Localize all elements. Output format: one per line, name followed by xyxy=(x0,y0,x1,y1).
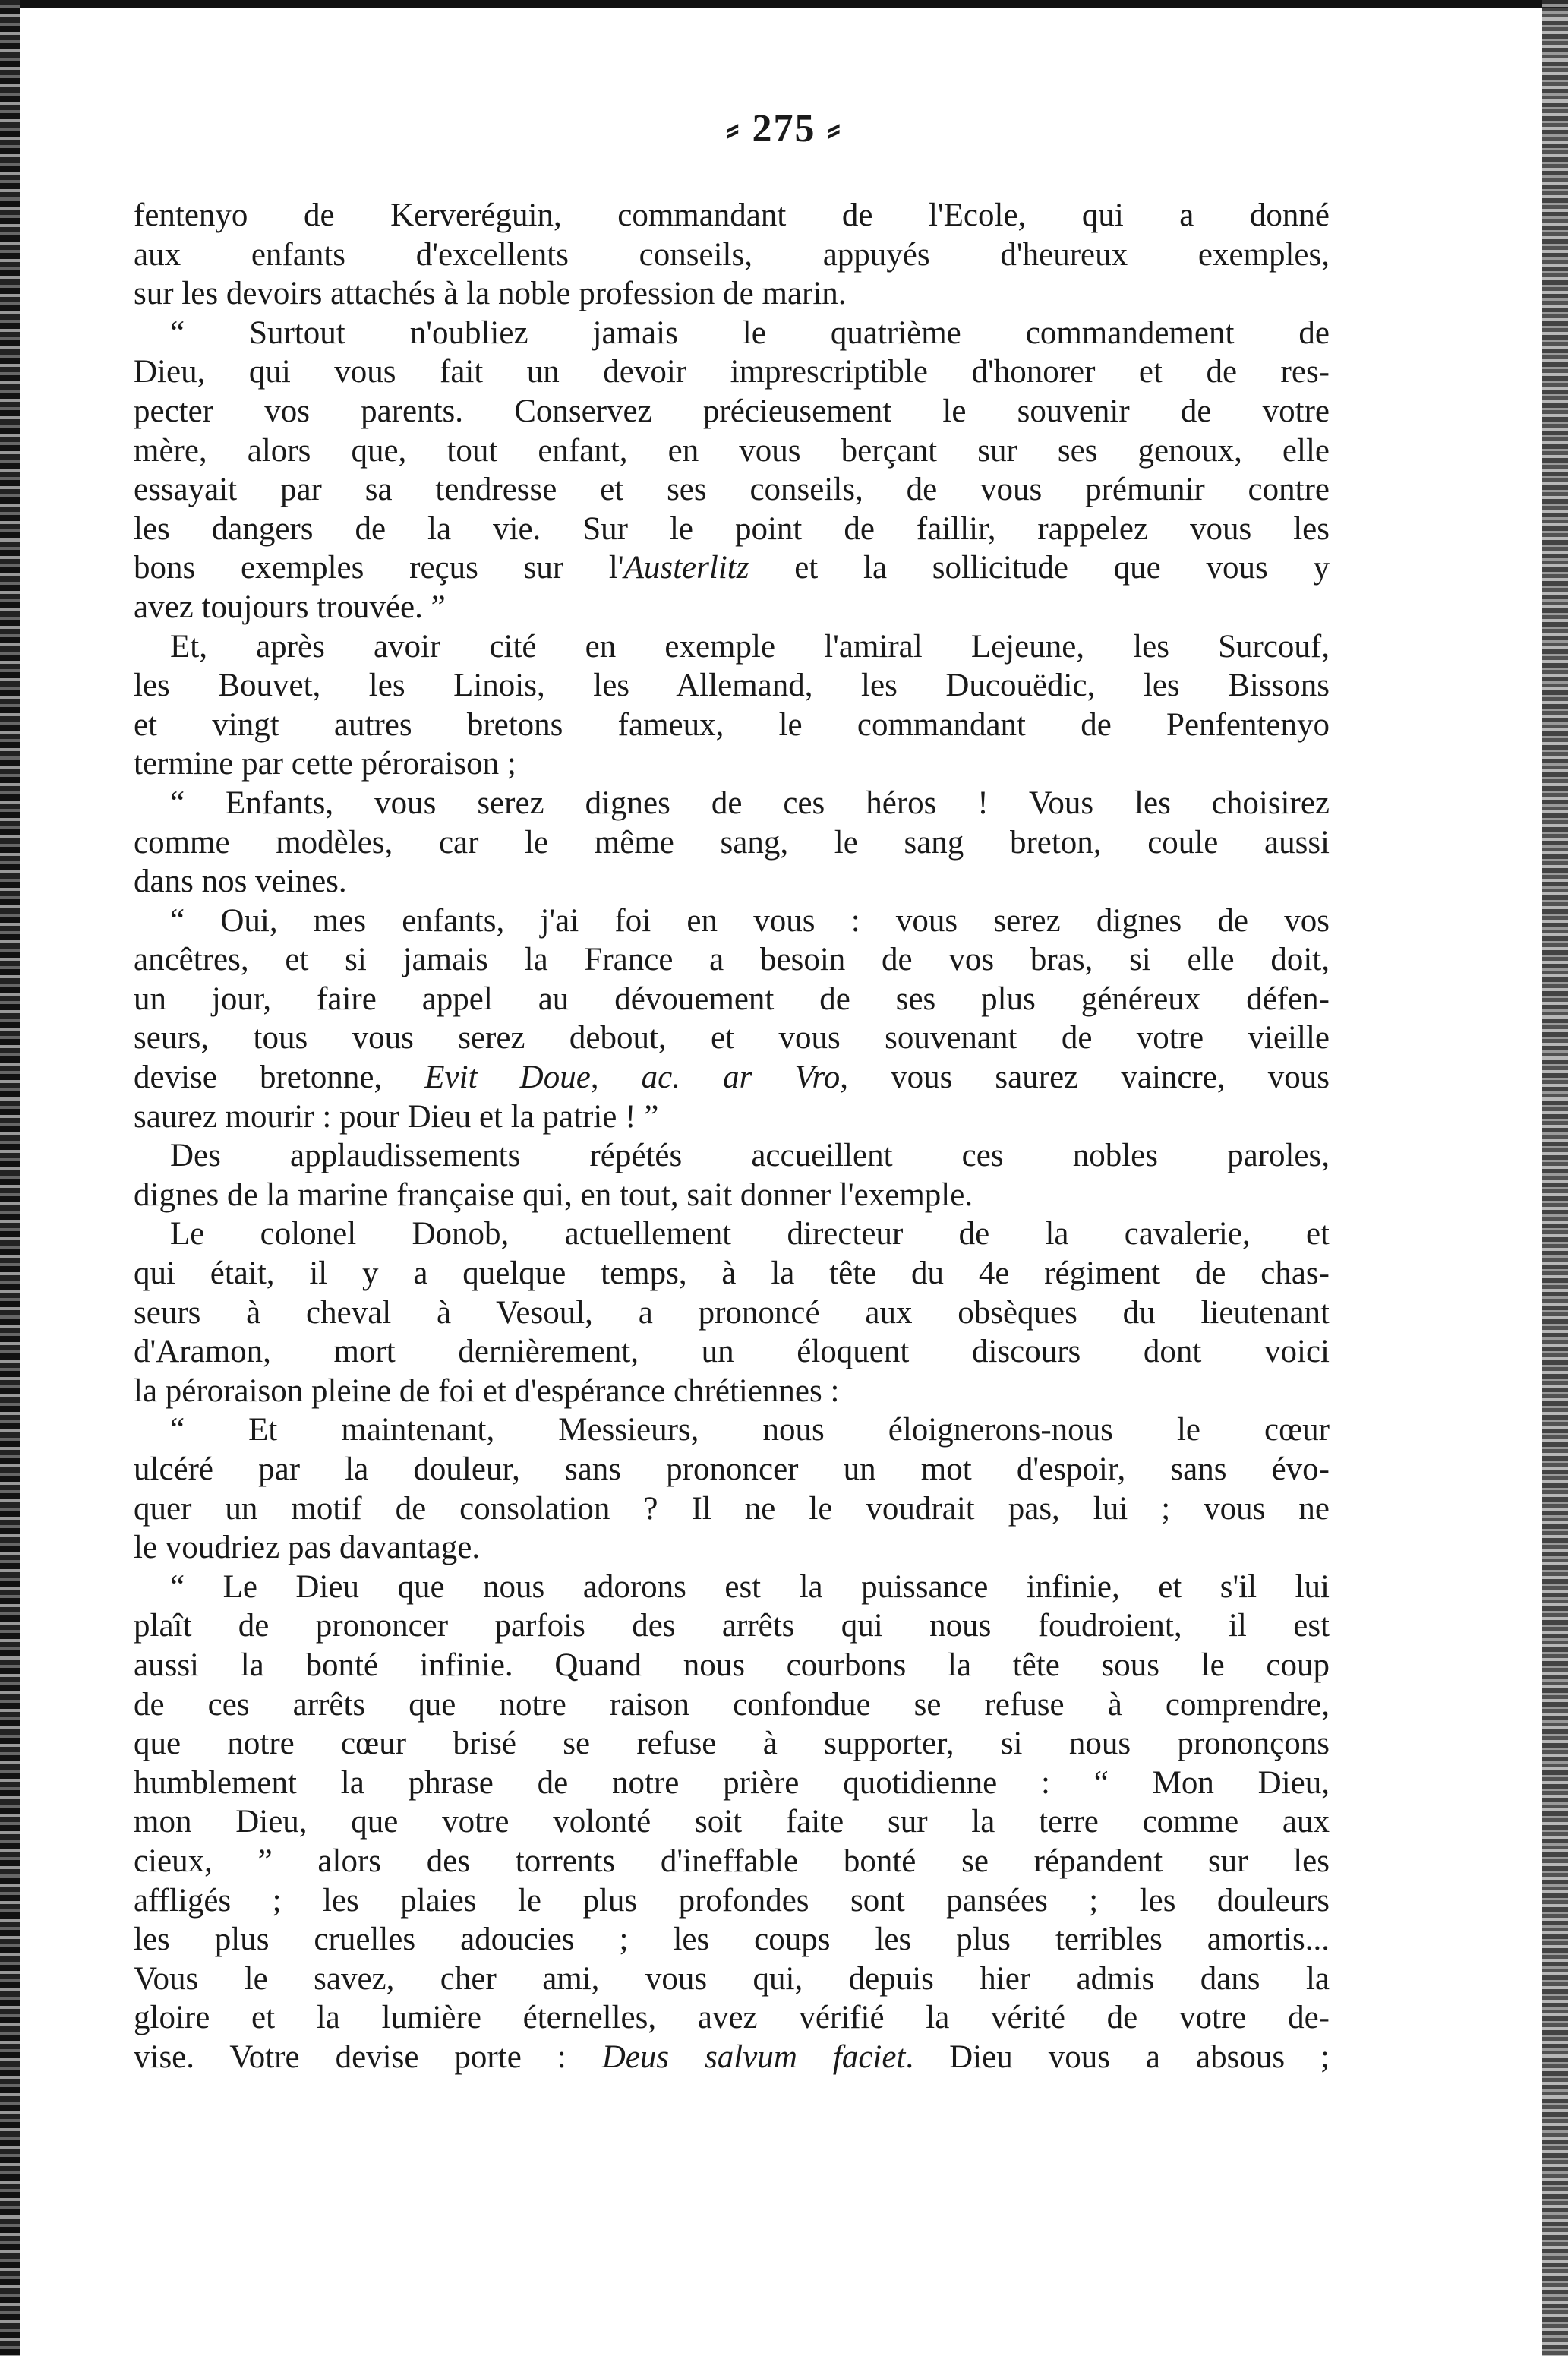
text-line: et vingt autres bretons fameux, le commandant de Penfentenyo xyxy=(134,706,1330,743)
text-line: Vous le savez, cher ami, vous qui, depuis hier admis dans la xyxy=(134,1960,1330,1997)
text-line: “ Le Dieu que nous adorons est la puissance infinie, et s'il lui xyxy=(170,1568,1330,1605)
text-line: termine par cette péroraison ; xyxy=(134,746,516,782)
text-line: un jour, faire appel au dévouement de ses plus généreux défen- xyxy=(134,981,1330,1017)
text-line: cieux, ” alors des torrents d'ineffable bonté se répandent sur les xyxy=(134,1843,1330,1879)
text-line: Dieu, qui vous fait un devoir imprescriptible d'honorer et de res- xyxy=(134,354,1330,390)
text-line xyxy=(134,1058,1330,1097)
scan-top-border xyxy=(0,0,1568,12)
text-line: mon Dieu, que votre volonté soit faite sur la terre comme aux xyxy=(134,1804,1330,1840)
text-line: Et, après avoir cité en exemple l'amiral Lejeune, les Surcouf, xyxy=(170,628,1330,665)
text-line: affligés ; les plaies le plus profondes sont pansées ; les douleurs xyxy=(134,1882,1330,1919)
text-line: quer un motif de consolation ? Il ne le voudrait pas, lui ; vous ne xyxy=(134,1490,1330,1527)
text-line: pecter vos parents. Conservez précieusement le souvenir de votre xyxy=(134,393,1330,429)
text-segment: . Dieu vous a absous ; xyxy=(905,2039,1330,2075)
text-line: saurez mourir : pour Dieu et la patrie ! ” xyxy=(134,1098,659,1135)
text-line: Des applaudissements répétés accueillent ces nobles paroles, xyxy=(170,1138,1330,1174)
page-number xyxy=(0,106,1568,151)
text-line: humblement la phrase de notre prière quotidienne : “ Mon Dieu, xyxy=(134,1764,1330,1801)
ship-name-italic: Austerlitz xyxy=(623,550,749,586)
text-line: mère, alors que, tout enfant, en vous berçant sur ses genoux, elle xyxy=(134,432,1330,469)
text-line: sur les devoirs attachés à la noble profession de marin. xyxy=(134,276,847,312)
page-number-ornament-left: ⸗ xyxy=(726,107,752,150)
text-line: que notre cœur brisé se refuse à supporter, si nous prononçons xyxy=(134,1726,1330,1762)
latin-motto-italic: Deus salvum faciet xyxy=(601,2039,906,2075)
text-line: qui était, il y a quelque temps, à la tête du 4e régiment de chas- xyxy=(134,1255,1330,1292)
text-line: les plus cruelles adoucies ; les coups les plus terribles amortis... xyxy=(134,1922,1330,1958)
text-line xyxy=(134,548,1330,588)
text-segment: et la sollicitude que vous y xyxy=(794,550,1330,586)
text-line: fentenyo de Kerveréguin, commandant de l'Ecole, qui a donné xyxy=(134,197,1330,233)
text-line: de ces arrêts que notre raison confondue se refuse à comprendre, xyxy=(134,1686,1330,1723)
text-line: “ Surtout n'oubliez jamais le quatrième commandement de xyxy=(170,314,1330,351)
text-line: les dangers de la vie. Sur le point de faillir, rappelez vous les xyxy=(134,510,1330,547)
text-line: seurs à cheval à Vesoul, a prononcé aux obsèques du lieutenant xyxy=(134,1294,1330,1331)
text-line: aux enfants d'excellents conseils, appuyés d'heureux exemples, xyxy=(134,236,1330,273)
text-segment: devise bretonne, xyxy=(134,1060,425,1096)
text-line: la péroraison pleine de foi et d'espérance chrétiennes : xyxy=(134,1372,840,1409)
text-segment: bons exemples reçus sur l' xyxy=(134,550,624,586)
text-line: ancêtres, et si jamais la France a besoin de vos bras, si elle doit, xyxy=(134,942,1330,978)
text-line: “ Et maintenant, Messieurs, nous éloignerons-nous le cœur xyxy=(170,1412,1330,1448)
text-line: gloire et la lumière éternelles, avez vérifié la vérité de votre de- xyxy=(134,2000,1330,2036)
text-line: ulcéré par la douleur, sans prononcer un mot d'espoir, sans évo- xyxy=(134,1451,1330,1487)
page-number-value: 275 xyxy=(752,107,816,150)
scan-right-edge xyxy=(1542,0,1568,2356)
page-number-ornament-right: ⸗ xyxy=(816,107,842,150)
text-segment: , vous saurez vaincre, vous xyxy=(840,1060,1330,1096)
text-line: “ Oui, mes enfants, j'ai foi en vous : vous serez dignes de vos xyxy=(170,902,1330,939)
text-line: dignes de la marine française qui, en tout, sait donner l'exemple. xyxy=(134,1176,973,1213)
text-line: dans nos veines. xyxy=(134,864,347,900)
text-line: aussi la bonté infinie. Quand nous courbons la tête sous le coup xyxy=(134,1647,1330,1683)
text-line: d'Aramon, mort dernièrement, un éloquent discours dont voici xyxy=(134,1334,1330,1370)
text-line: les Bouvet, les Linois, les Allemand, les Ducouëdic, les Bissons xyxy=(134,668,1330,704)
text-line: comme modèles, car le même sang, le sang breton, coule aussi xyxy=(134,824,1330,861)
text-line: Le colonel Donob, actuellement directeur de la cavalerie, et xyxy=(170,1216,1330,1252)
text-segment: vise. Votre devise porte : xyxy=(134,2039,602,2075)
text-line xyxy=(134,2038,1330,2077)
text-line: avez toujours trouvée. ” xyxy=(134,589,446,625)
text-line: plaît de prononcer parfois des arrêts qui nous foudroient, il est xyxy=(134,1608,1330,1644)
scan-left-edge xyxy=(0,0,20,2356)
text-line: seurs, tous vous serez debout, et vous souvenant de votre vieille xyxy=(134,1020,1330,1056)
text-line: le voudriez pas davantage. xyxy=(134,1530,481,1566)
page-body xyxy=(134,196,1330,2077)
breton-motto-italic: Evit Doue, ac. ar Vro xyxy=(424,1060,841,1096)
text-line: “ Enfants, vous serez dignes de ces héros ! Vous les choisirez xyxy=(170,785,1330,821)
text-line: essayait par sa tendresse et ses conseils, de vous prémunir contre xyxy=(134,472,1330,508)
